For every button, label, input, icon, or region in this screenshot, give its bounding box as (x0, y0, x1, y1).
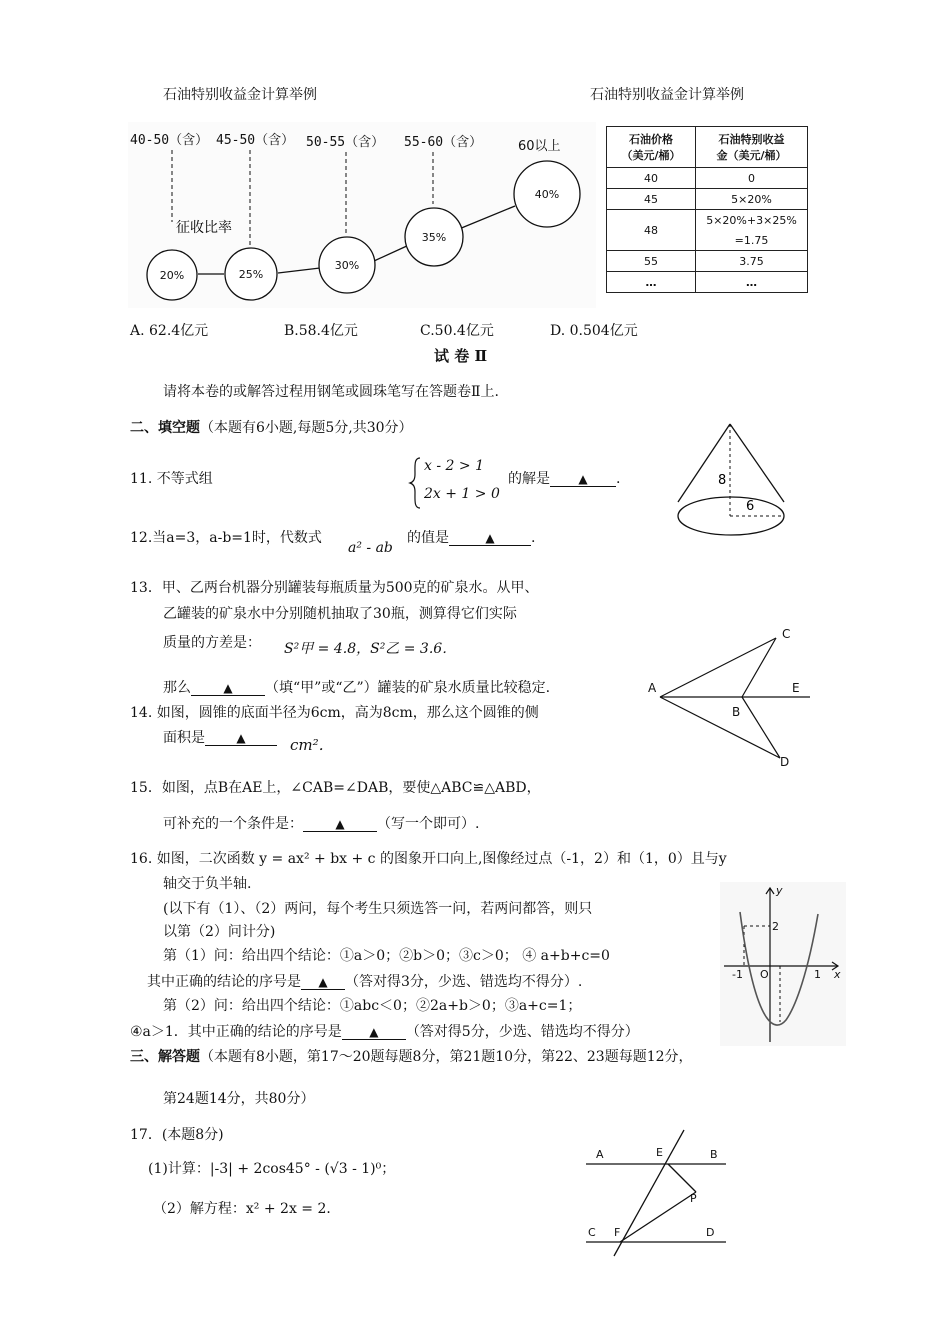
range-label-1: 40-50（含） (130, 133, 209, 148)
q17-part1: (1)计算：|-3| + 2cos45° - (√3 - 1)⁰； (148, 1161, 396, 1177)
q14-line2-pre: 面积是 (163, 730, 205, 746)
table-row (607, 189, 808, 210)
q16-line6-pre: 其中正确的结论的序号是 (147, 974, 301, 990)
range-label-4: 55-60（含） (404, 135, 483, 150)
table-cell: 5×20%+3×25% (696, 210, 808, 231)
q16-line8 (130, 1021, 639, 1041)
table-cell: … (607, 272, 696, 293)
q12-blank[interactable]: ▲ (449, 531, 531, 546)
tick-1: 1 (814, 968, 821, 981)
table-header-fee-line2: 金（美元/桶） (716, 149, 787, 162)
q16-line2: 轴交于负半轴. (163, 876, 252, 892)
brace-icon (408, 456, 422, 510)
cone-height-label: 8 (718, 473, 727, 488)
table-header-row (607, 127, 808, 168)
table-row (607, 168, 808, 189)
table-row (607, 272, 808, 293)
rate-40: 40% (534, 188, 560, 201)
range-label-2: 45-50（含） (216, 133, 295, 148)
q13-line1: 13．甲、乙两台机器分别罐装每瓶质量为500克的矿泉水。从甲、 (130, 580, 539, 596)
q16-line7: 第（2）问：给出四个结论：①abc＜0；②2a+b＞0；③a+c=1； (163, 998, 582, 1014)
pl-label-d: D (706, 1226, 715, 1239)
table-cell: … (696, 272, 808, 293)
rate-30: 30% (334, 259, 360, 272)
q13-line4-pre: 那么 (163, 680, 191, 696)
q17-title: 17．(本题8分) (130, 1127, 224, 1143)
table-row (607, 210, 808, 231)
q13-line4-post: （填“甲”或“乙”）罐装的矿泉水质量比较稳定. (265, 680, 551, 696)
table-cell: 3.75 (696, 251, 808, 272)
q11-blank[interactable]: ▲ (550, 472, 616, 487)
option-d: D. 0.504亿元 (550, 323, 638, 339)
section2-heading: 二、填空题 (130, 420, 200, 436)
q12-expr: a² - ab (348, 540, 393, 556)
range-label-3: 50-55（含） (306, 135, 385, 150)
q12-suffix: 的值是 (407, 530, 449, 546)
q14-line2 (163, 727, 277, 747)
q11-suffix: 的解是 (508, 471, 550, 487)
q15-blank[interactable]: ▲ (303, 817, 377, 832)
rate-label: 征收比率 (176, 220, 232, 236)
q13-formula: S²甲 = 4.8，S²乙 = 3.6． (284, 641, 457, 657)
label-b: B (732, 705, 741, 719)
q16-line8-pre: ④a＞1．其中正确的结论的序号是 (130, 1024, 342, 1040)
pl-label-c: C (588, 1226, 596, 1239)
q13-line3: 质量的方差是： (163, 635, 261, 651)
label-c: C (782, 627, 791, 641)
q15-line2 (163, 813, 479, 833)
tick-2: 2 (772, 920, 779, 933)
q11-ineq1: x - 2 > 1 (424, 458, 484, 474)
q11-ineq2: 2x + 1 > 0 (424, 486, 500, 502)
q11-answer-line: 的解是 ▲ . (508, 471, 621, 487)
q17-part2: （2）解方程：x² + 2x = 2． (153, 1201, 341, 1217)
table-row (607, 251, 808, 272)
q16-line3: (以下有（1）、（2）两问，每个考生只须选答一问，若两问都答，则只 (163, 901, 593, 917)
table-cell: 40 (607, 168, 696, 189)
paper2-title: 试 卷 Ⅱ (434, 347, 488, 365)
q15-line2-pre: 可补充的一个条件是： (163, 816, 303, 832)
q16-line1: 16. 如图，二次函数 y = ax² + bx + c 的图象开口向上,图像经过点（-1，2）和（1，0）且与y (130, 851, 727, 867)
table-cell: 55 (607, 251, 696, 272)
q13-line2: 乙罐装的矿泉水中分别随机抽取了30瓶，测算得它们实际 (163, 606, 517, 622)
q12-text: 12.当a=3，a-b=1时，代数式 (130, 530, 322, 546)
q16-line8-post: （答对得5分，少选、错选均不得分） (405, 1024, 639, 1040)
q13-blank[interactable]: ▲ (191, 681, 265, 696)
label-a: A (648, 681, 657, 695)
oil-table (606, 126, 808, 293)
origin-label: O (760, 968, 769, 981)
q16-line5: 第（1）问：给出四个结论：①a＞0；②b＞0；③c＞0； ④ a+b+c=0 (163, 948, 610, 964)
paper2-instruction: 请将本卷的或解答过程用钢笔或圆珠笔写在答题卷Ⅱ上. (163, 384, 499, 400)
table-header-price-line1: 石油价格 (629, 133, 673, 146)
rate-20: 20% (159, 269, 185, 282)
table-cell: =1.75 (696, 230, 808, 251)
q13-line4 (163, 677, 550, 697)
table-cell: 0 (696, 168, 808, 189)
q11-text: 11. 不等式组 (130, 471, 213, 487)
pl-label-p: P (690, 1192, 697, 1205)
table-header-price-line2: （美元/桶） (621, 149, 681, 162)
table-cell: 48 (607, 210, 696, 251)
q15-line2-post: （写一个即可）. (377, 816, 480, 832)
pl-label-f: F (614, 1226, 621, 1239)
label-d: D (780, 755, 790, 768)
cone-figure (672, 420, 796, 546)
q14-unit: cm²． (290, 736, 334, 754)
pl-label-b: B (710, 1148, 718, 1161)
q15-line1: 15．如图，点B在AE上，∠CAB=∠DAB，要使△ABC≌△ABD， (130, 780, 541, 796)
table-header-fee (696, 127, 808, 168)
axis-y-label: y (776, 884, 783, 897)
section3-heading: 三、解答题 (130, 1049, 200, 1065)
axis-x-label: x (834, 968, 841, 981)
q12-answer-line: 的值是 ▲ . (407, 530, 536, 546)
range-label-5: 60以上 (518, 139, 561, 154)
table-cell: 5×20% (696, 189, 808, 210)
q16-line4: 以第（2）问计分) (163, 924, 276, 940)
pl-label-a: A (596, 1148, 604, 1161)
table-header-fee-line1: 石油特别收益 (718, 133, 785, 146)
section3-heading-line (130, 1046, 693, 1066)
header-right-title: 石油特别收益金计算举例 (590, 87, 744, 103)
section2-note: （本题有6小题,每题5分,共30分） (200, 420, 413, 436)
option-a: A. 62.4亿元 (130, 323, 209, 339)
rate-35: 35% (421, 231, 447, 244)
cone-radius-label: 6 (746, 499, 755, 514)
pl-label-e: E (656, 1146, 663, 1159)
q14-blank[interactable]: ▲ (205, 731, 277, 746)
table-header-price (607, 127, 696, 168)
section3-note2: 第24题14分，共80分） (163, 1091, 315, 1107)
q14-line1: 14. 如图，圆锥的底面半径为6cm，高为8cm，那么这个圆锥的侧 (130, 705, 539, 721)
parabola-figure (720, 882, 846, 1046)
label-e: E (792, 681, 800, 695)
section2-heading-line (130, 417, 413, 437)
tick-minus-1: -1 (732, 968, 743, 981)
option-c: C.50.4亿元 (420, 323, 494, 339)
header-left-title: 石油特别收益金计算举例 (163, 87, 317, 103)
option-b: B.58.4亿元 (284, 323, 358, 339)
parallel-lines-figure (584, 1128, 734, 1260)
table-cell: 45 (607, 189, 696, 210)
q16-line6 (147, 971, 582, 991)
section3-note: （本题有8小题，第17～20题每题8分，第21题10分，第22、23题每题12分， (200, 1049, 693, 1065)
q16-blank-2[interactable]: ▲ (342, 1025, 406, 1040)
oil-rate-diagram (128, 122, 596, 308)
q16-blank-1[interactable]: ▲ (301, 975, 345, 990)
rate-25: 25% (238, 268, 264, 281)
triangle-figure (646, 620, 816, 768)
q16-line6-post: （答对得3分，少选、错选均不得分）. (345, 974, 583, 990)
